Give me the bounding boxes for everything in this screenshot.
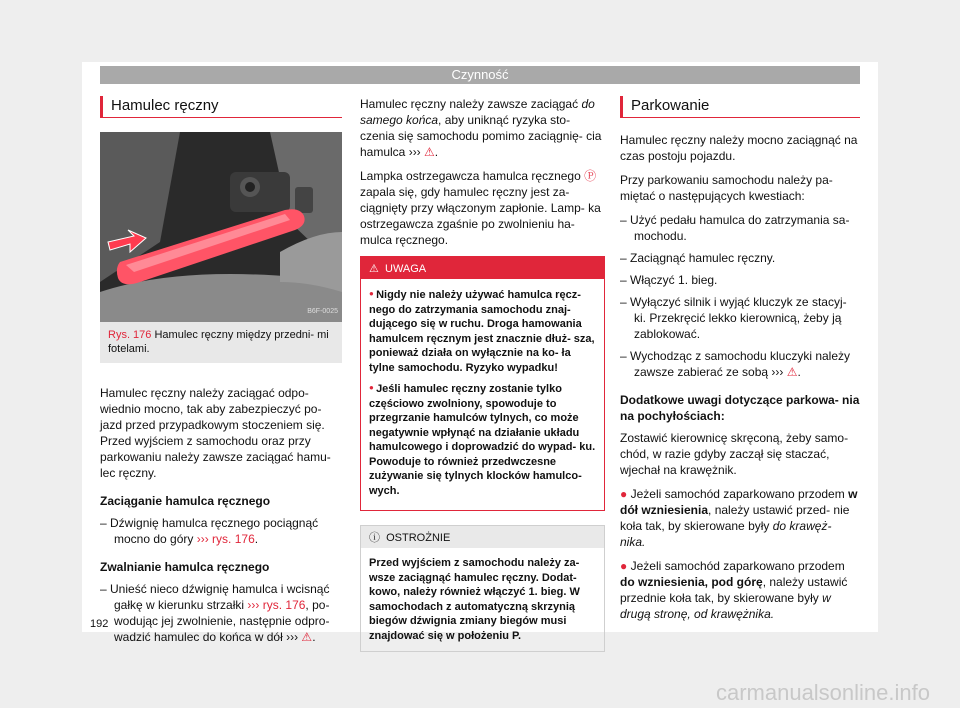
warning-box-header: [361, 257, 604, 279]
paragraph-full-engage: Hamulec ręczny należy zawsze zaciągać do samego końca, aby uniknąć ryzyka sto- czenia się samochodu pomimo zaciągnię- cia hamulca ››› ⚠.: [360, 97, 602, 159]
downhill-italic: do krawęż- nika.: [620, 519, 832, 549]
p2-lead: Lampka ostrzegawcza hamulca ręcznego: [360, 169, 581, 183]
subheading-slopes: Dodatkowe uwagi dotyczące parkowa- nia na pochyłościach:: [620, 393, 860, 423]
caution-title: OSTROŻNIE: [386, 532, 451, 544]
column-3: [620, 96, 860, 630]
parking-step: – Użyć pedału hamulca do zatrzymania sa- mochodu.: [620, 212, 860, 244]
section-title-parking: Parkowanie: [620, 96, 860, 118]
p1-text-2: , aby uniknąć ryzyka sto- czenia się samochodu pomimo zaciągnię- cia hamulca ›››: [360, 113, 602, 159]
warning-item: ● Jeśli hamulec ręczny zostanie tylko częściowo zwolniony, spowoduje to przegrzanie hamulców tylnych, co może negatywnie wpłynąć na działanie układu hamulcowego i doprowadzić do wypad- ku. Powoduje to również przedwczesne zużywanie się tylnych klocków hamulco- wych.: [369, 381, 596, 498]
bullet-icon: ●: [620, 559, 628, 573]
warning-triangle-icon: ⚠: [369, 263, 379, 275]
intro-paragraph: Hamulec ręczny należy zaciągać odpo- wiednio mocno, tak aby zabezpieczyć po- jazd przed przypadkowym stoczeniem się. Przed wyjściem z samochodu oraz przy parkowaniu należy zawsze zaciągać hamu- lec ręczny.: [100, 386, 331, 480]
downhill-text-2: , należy ustawić przed- nie koła tak, by skierowane były: [620, 503, 850, 533]
caution-box-body: Przed wyjściem z samochodu należy za- wsze zaciągnąć hamulec ręczny. Dodat- kowo, należy również włączyć 1. bieg. W samochodach z automatyczną skrzynią biegów dźwignia zmiany biegów musi znajdować się w położeniu P.: [369, 557, 580, 642]
downhill-text: Jeżeli samochód zaparkowano przodem: [630, 487, 845, 501]
parking-step: – Zaciągnąć hamulec ręczny.: [620, 250, 860, 266]
slopes-paragraph: Zostawić kierownicę skręconą, żeby samo- chód, w razie gdyby zaczął się staczać, wjechał na krawężnik.: [620, 431, 849, 477]
figure-handbrake: [100, 132, 342, 322]
section-header: Czynność: [100, 66, 860, 84]
parking-paragraph-2: Przy parkowaniu samochodu należy pa- miętać o następujących kwestiach:: [620, 173, 833, 203]
figure-label: Rys. 176: [108, 329, 152, 341]
slope-downhill: [620, 486, 860, 550]
bullet-icon: ●: [620, 487, 628, 501]
subheading-engage: Zaciąganie hamulca ręcznego: [100, 494, 271, 508]
column-2: [360, 96, 605, 652]
figure-ref-link[interactable]: ››› rys. 176: [247, 598, 306, 612]
caution-box-header: [361, 526, 604, 548]
warning-box: [360, 256, 605, 511]
uphill-bold: do wzniesienia, pod górę: [620, 575, 763, 589]
figure-caption-text: Hamulec ręczny między przedni- mi fotelami.: [108, 329, 329, 355]
p2-text: zapala się, gdy hamulec ręczny jest za- ciągnięty przy włączonym zapłonie. Lamp- ka ostrzegawcza zgaśnie po zwolnieniu ha- mulca ręcznego.: [360, 185, 601, 247]
column-1: [100, 96, 342, 651]
step-engage: – Dźwignię hamulca ręcznego pociągnąć mocno do góry ››› rys. 176.: [100, 515, 342, 547]
warning-item: ● Nigdy nie należy używać hamulca ręcz- nego do zatrzymania samochodu znaj- dującego się w ruchu. Droga hamowania hamulcem ręcznym jest znacznie dłuż- sza, ponieważ działa on wyłącznie na ko- ła tylne samochodu. Ryzyko wypadku!: [369, 287, 596, 375]
p1-text: Hamulec ręczny należy zawsze zaciągać: [360, 97, 579, 111]
paragraph-warning-lamp: [360, 168, 605, 248]
slope-uphill: [620, 558, 860, 622]
uphill-text: Jeżeli samochód zaparkowano przodem: [630, 559, 845, 573]
info-circle-icon: ⓘ: [369, 532, 380, 544]
figure-caption: [100, 322, 342, 363]
warning-title: UWAGA: [385, 263, 427, 275]
step-release: – Unieść nieco dźwignię hamulca i wcisnąć gałkę w kierunku strzałki ››› rys. 176, po- wodując jej zwolnienie, następnie odpro- wadzić hamulec do końca w dół ››› ⚠.: [100, 581, 342, 645]
uphill-italic: w drugą stronę, od krawężnika.: [620, 591, 831, 621]
page-number: 192: [90, 618, 109, 630]
step-engage-text: Dźwignię hamulca ręcznego pociągnąć mocno do góry: [110, 516, 319, 546]
step-release-text-2: , po- wodując jej zwolnienie, następnie odpro- wadzić hamulec do końca w dół ›››: [114, 598, 330, 644]
warning-triangle-icon: ⚠: [424, 145, 435, 159]
parking-paragraph-1: Hamulec ręczny należy mocno zaciągnąć na czas postoju pojazdu.: [620, 133, 858, 163]
parking-step: – Wyłączyć silnik i wyjąć kluczyk ze stacyj- ki. Przekręcić lekko kierownicą, żeby ją zablokować.: [620, 294, 860, 342]
handbrake-illustration: [100, 132, 342, 322]
section-title-handbrake: Hamulec ręczny: [100, 96, 342, 118]
warning-box-body: [361, 279, 604, 510]
warning-triangle-icon: ⚠: [301, 630, 313, 644]
warning-triangle-icon: ⚠: [786, 365, 798, 379]
uphill-text-2: , należy ustawić przednie koła tak, by skierowane były: [620, 575, 848, 605]
parking-step-keys-text: Wychodząc z samochodu kluczyki należy zawsze zabierać ze sobą ›››: [630, 349, 850, 379]
subheading-release: Zwalnianie hamulca ręcznego: [100, 560, 270, 574]
watermark: carmanualsonline.info: [715, 680, 930, 705]
parking-step: – Włączyć 1. bieg.: [620, 272, 860, 288]
step-release-text: Unieść nieco dźwignię hamulca i wcisnąć gałkę w kierunku strzałki: [110, 582, 330, 612]
downhill-bold: w dół wzniesienia: [620, 487, 858, 517]
p1-italic: do samego końca: [360, 97, 595, 127]
figure-code: B6F-0025: [307, 308, 338, 315]
caution-box: [360, 525, 605, 652]
parking-step-keys: – Wychodząc z samochodu kluczyki należy zawsze zabierać ze sobą ››› ⚠.: [620, 348, 860, 380]
figure-ref-link[interactable]: ››› rys. 176: [196, 532, 255, 546]
brake-lamp-icon: Ⓟ: [584, 169, 597, 183]
